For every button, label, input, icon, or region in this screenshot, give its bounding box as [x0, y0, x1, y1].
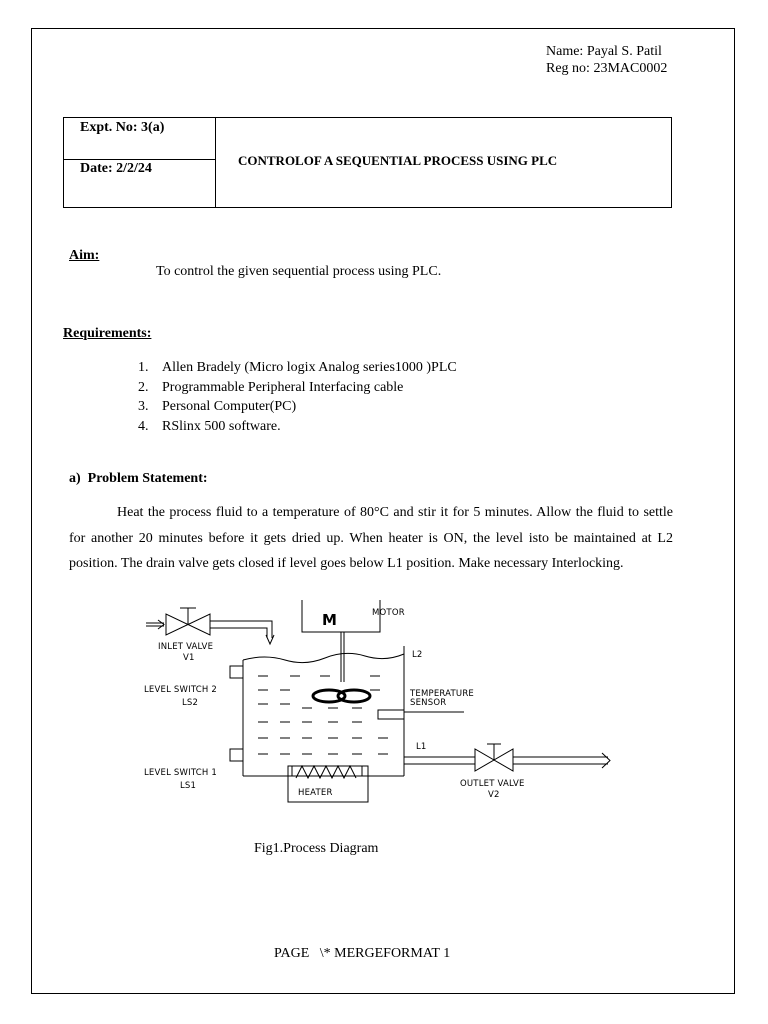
ls2-label: LS2 [182, 698, 199, 708]
motor-icon [302, 600, 380, 632]
requirements-heading: Requirements: [63, 326, 152, 341]
l2-label: L2 [412, 650, 423, 660]
temperature-sensor-icon [378, 710, 404, 719]
level-switch-icon [230, 749, 243, 761]
list-item: 3. Personal Computer(PC) [138, 399, 297, 414]
l1-label: L1 [416, 742, 427, 752]
level-switch-1-label: LEVEL SWITCH 1 [144, 768, 217, 778]
level-switch-2-label: LEVEL SWITCH 2 [144, 685, 217, 695]
aim-heading: Aim: [69, 248, 100, 263]
list-item: 4. RSlinx 500 software. [138, 418, 281, 434]
student-name: Name: Payal S. Patil [546, 44, 662, 59]
process-diagram [140, 598, 620, 808]
outlet-valve-icon [475, 749, 494, 771]
level-switch-icon [230, 666, 243, 678]
list-item: 1. Allen Bradely (Micro logix Analog series1000 )PLC [138, 360, 457, 375]
heater-label: HEATER [298, 788, 333, 798]
ls1-label: LS1 [180, 781, 197, 791]
outlet-valve-label: OUTLET VALVE [460, 779, 525, 789]
experiment-number: Expt. No: 3(a) [80, 120, 165, 135]
requirements-list [138, 358, 457, 436]
inlet-valve-icon [166, 614, 188, 635]
problem-text: Heat the process fluid to a temperature of 80°C and stir it for 5 minutes. Allow the fluid to settle for another 20 minutes before it gets dried up. When heater is ON, the level isto be maintained at L2 position. The drain valve gets closed if level goes below L1 position. Make necessary Interlocking. [69, 505, 673, 571]
sensor-label: SENSOR [410, 698, 447, 708]
aim-text: To control the given sequential process using PLC. [156, 264, 442, 279]
experiment-title: CONTROLOF A SEQUENTIAL PROCESS USING PLC [238, 153, 558, 168]
figure-caption: Fig1.Process Diagram [254, 841, 379, 856]
inlet-valve-label: INLET VALVE [158, 642, 214, 652]
v1-label: V1 [183, 653, 195, 663]
motor-symbol: M [322, 611, 337, 629]
list-item: 2. Programmable Peripheral Interfacing cable [138, 379, 404, 395]
experiment-title-box [63, 117, 672, 208]
v2-label: V2 [488, 790, 500, 800]
temperature-label: TEMPERATURE [410, 689, 474, 699]
problem-heading: a) Problem Statement: [69, 471, 208, 486]
experiment-date: Date: 2/2/24 [80, 161, 152, 176]
motor-label: MOTOR [372, 608, 405, 618]
reg-number: Reg no: 23MAC0002 [546, 61, 668, 76]
page-footer: PAGE \* MERGEFORMAT 1 [274, 946, 451, 961]
